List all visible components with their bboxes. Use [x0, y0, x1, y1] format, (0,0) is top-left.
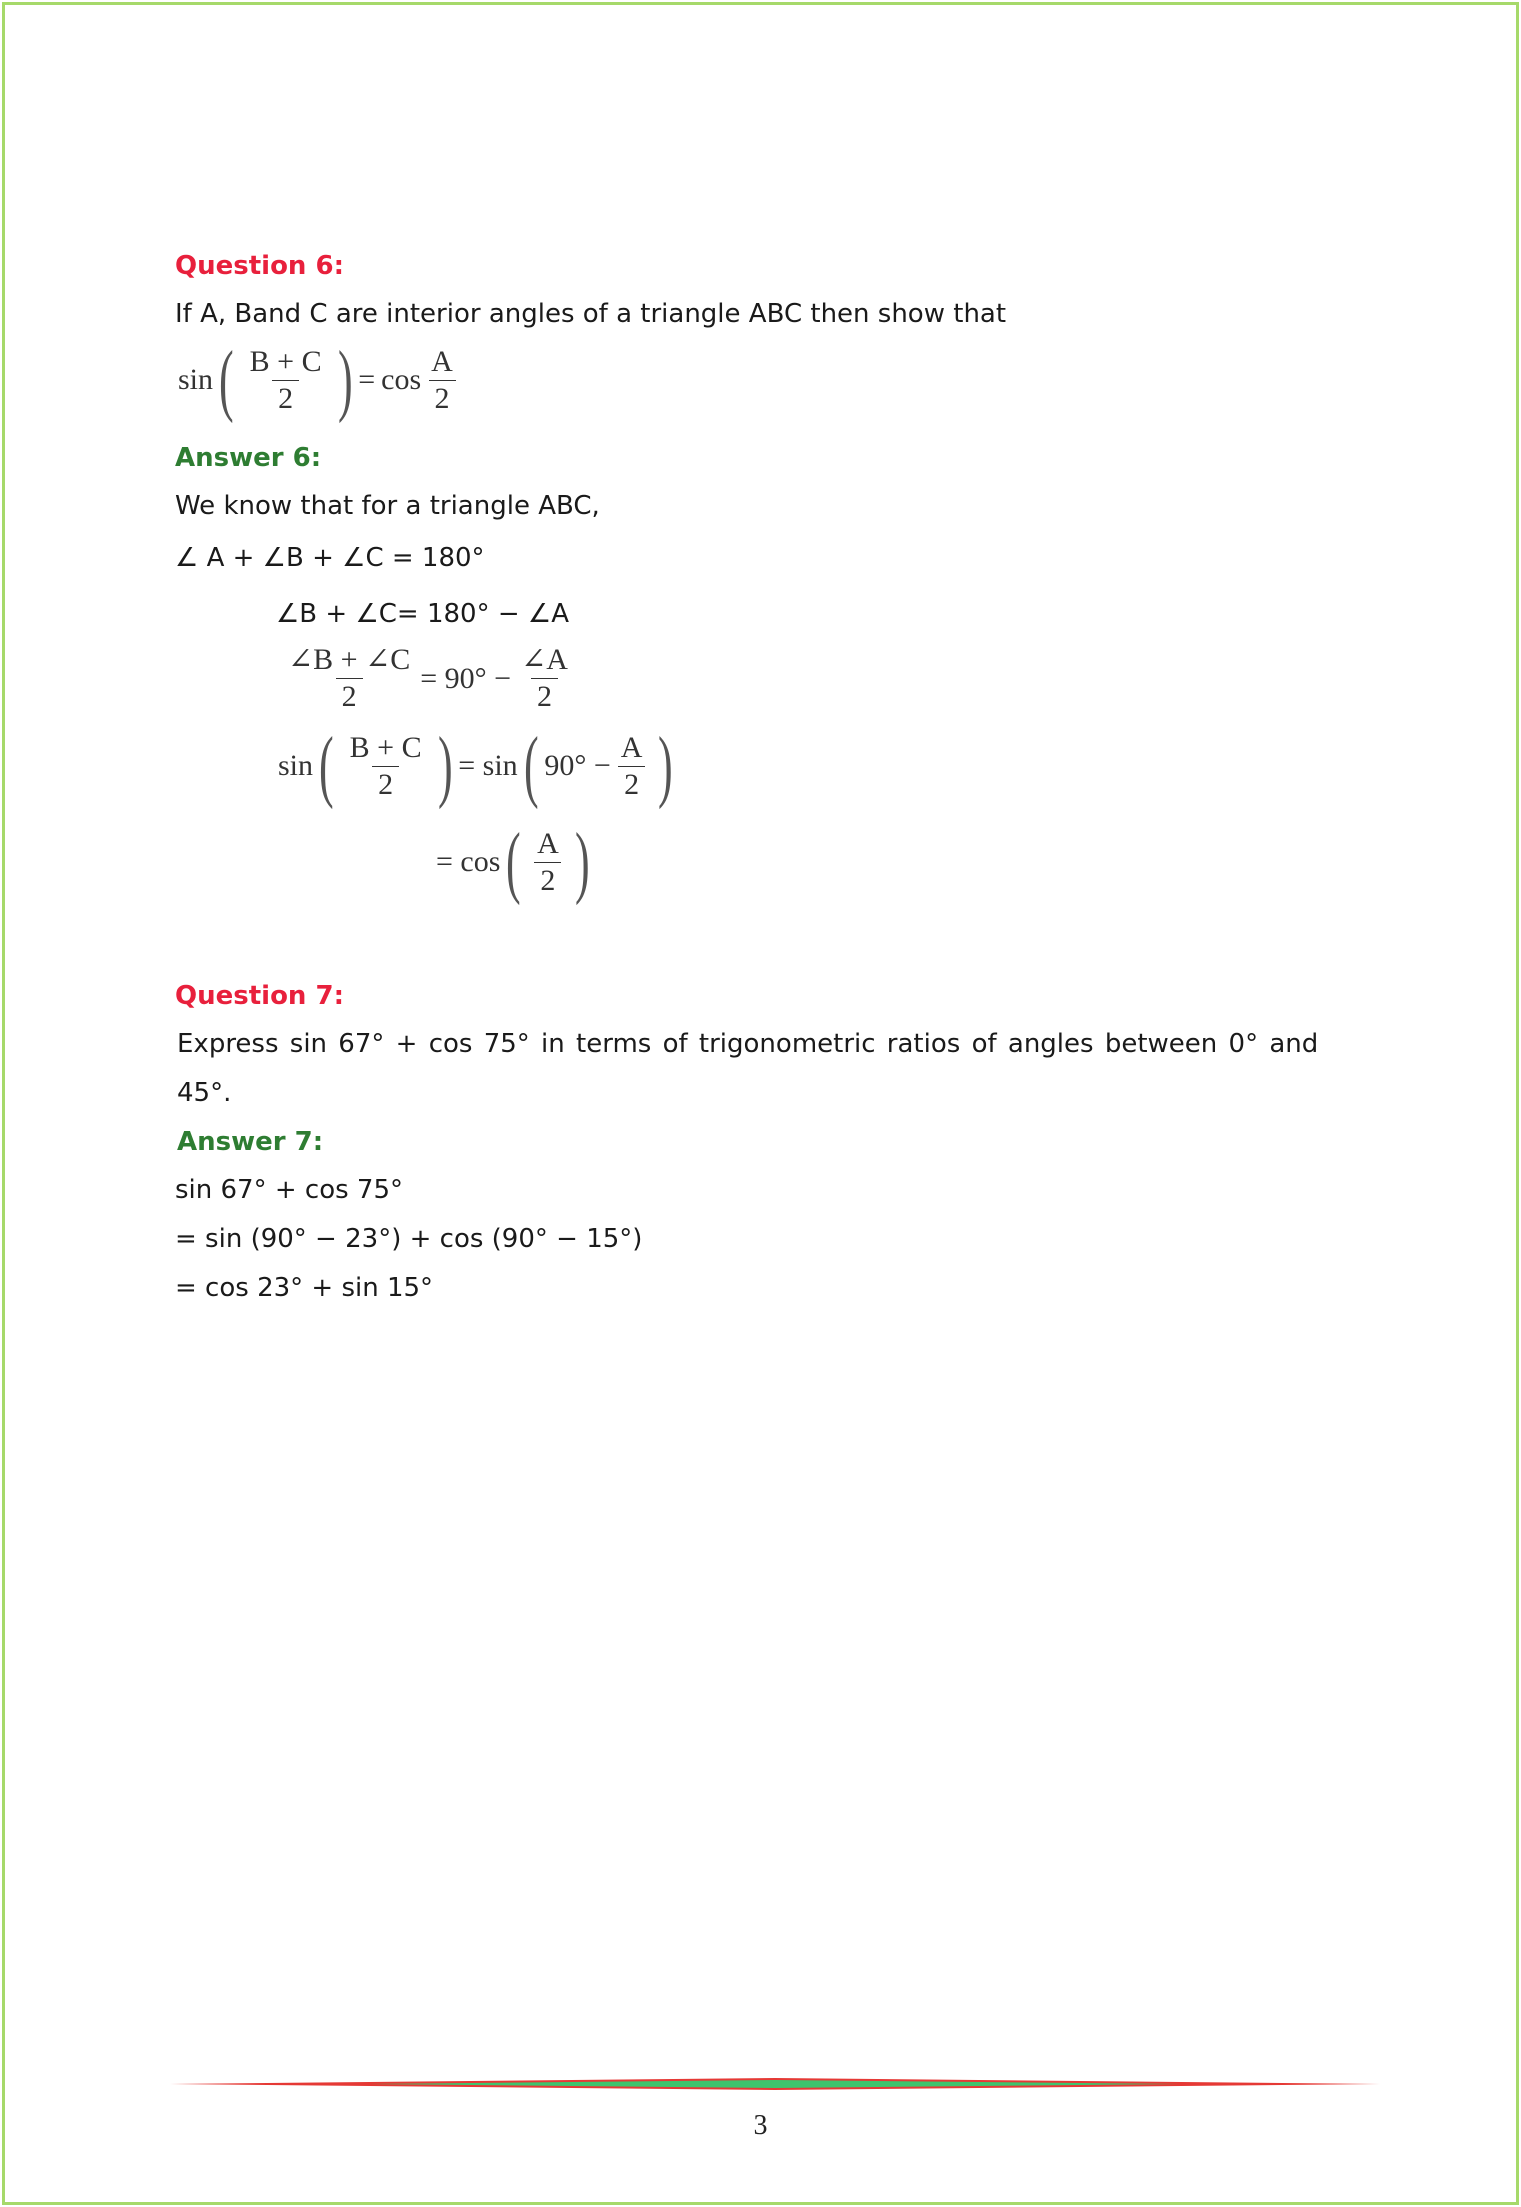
- denominator: 2: [429, 380, 456, 415]
- page-number: 3: [753, 2110, 768, 2141]
- fraction: [344, 732, 428, 801]
- numerator: B + C: [249, 344, 322, 378]
- fraction: [244, 346, 328, 415]
- left-paren: (: [523, 722, 539, 810]
- right-paren: ): [574, 818, 590, 906]
- right-paren: ): [437, 722, 453, 810]
- answer-7-line-2: = sin (90° − 23°) + cos (90° − 15°): [175, 1224, 643, 1254]
- prefix-expression: 90° −: [544, 749, 611, 782]
- fraction: [531, 828, 565, 897]
- numerator: A: [431, 344, 453, 378]
- fraction: [615, 732, 649, 801]
- denominator: 2: [534, 862, 561, 897]
- question-6-formula: [178, 336, 463, 424]
- fraction: [515, 644, 574, 713]
- answer-6-step-3: [436, 818, 595, 906]
- formula-fn: sin: [278, 749, 314, 782]
- footer-divider: [170, 2078, 1380, 2090]
- formula-fn: cos: [381, 363, 422, 396]
- left-paren: (: [506, 818, 522, 906]
- equals-expression: = cos: [436, 845, 501, 878]
- fraction: [282, 644, 416, 713]
- numerator: ∠A: [521, 643, 568, 676]
- question-7-text-line-2: 45°.: [177, 1078, 232, 1108]
- equals-expression: = sin: [458, 749, 518, 782]
- denominator: 2: [372, 766, 399, 801]
- question-7-text-line-1: Express sin 67° + cos 75° in terms of trigonometric ratios of angles between 0° and: [177, 1029, 1319, 1059]
- left-paren: (: [219, 336, 234, 424]
- question-6-text: If A, Band C are interior angles of a triangle ABC then show that: [175, 299, 1007, 329]
- right-paren: ): [658, 722, 674, 810]
- answer-6-line-2: ∠ A + ∠B + ∠C = 180°: [175, 543, 485, 573]
- answer-6-heading: Answer 6:: [175, 443, 322, 473]
- fraction: [425, 346, 459, 415]
- denominator: 2: [618, 766, 645, 801]
- answer-6-step-1: [278, 644, 578, 713]
- question-7-heading: Question 7:: [175, 981, 344, 1011]
- answer-6-line-3: ∠B + ∠C= 180° − ∠A: [276, 599, 570, 629]
- equals-expression: = 90° −: [420, 661, 512, 695]
- left-paren: (: [319, 722, 334, 810]
- answer-6-line-1: We know that for a triangle ABC,: [175, 491, 600, 521]
- numerator: B + C: [349, 730, 422, 764]
- answer-7-line-3: = cos 23° + sin 15°: [175, 1273, 434, 1303]
- answer-6-step-2: [278, 722, 679, 810]
- question-6-heading: Question 6:: [175, 251, 344, 281]
- answer-7-line-1: sin 67° + cos 75°: [175, 1175, 404, 1205]
- answer-7-heading: Answer 7:: [177, 1127, 324, 1157]
- numerator: A: [620, 730, 643, 764]
- right-paren: ): [337, 336, 353, 424]
- denominator: 2: [336, 678, 363, 713]
- denominator: 2: [531, 678, 558, 713]
- formula-fn: sin: [178, 363, 214, 396]
- numerator: A: [537, 826, 559, 860]
- numerator: ∠B + ∠C: [288, 643, 411, 676]
- equals-sign: =: [358, 363, 376, 396]
- denominator: 2: [272, 380, 299, 415]
